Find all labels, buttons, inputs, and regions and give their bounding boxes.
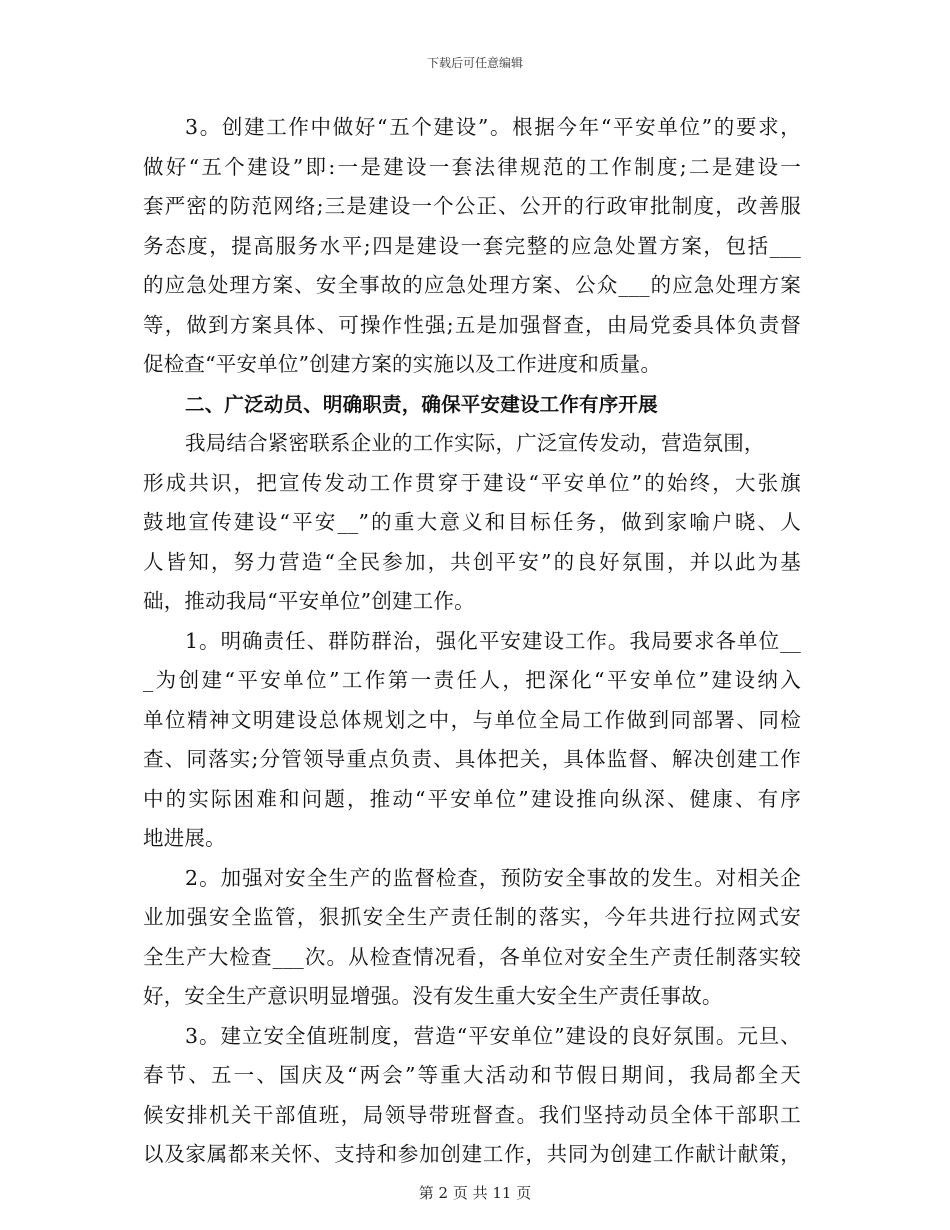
body-text-line: 业加强安全监管，狠抓安全生产责任制的落实，今年共进行拉网式安 [143, 905, 801, 929]
body-text-line: 春节、五一、国庆及“两会”等重大活动和节假日期间，我局都全天 [143, 1063, 801, 1087]
body-text-line: 套严密的防范网络;三是建设一个公正、公开的行政审批制度，改善服 [143, 194, 801, 218]
body-text-line: 中的实际困难和问题，推动“平安单位”建设推向纵深、健康、有序 [143, 786, 801, 811]
body-text-line: 3。创建工作中做好“五个建设”。根据今年“平安单位”的要求， [185, 115, 801, 139]
body-text-line: 全生产大检查___次。从检查情况看，各单位对安全生产责任制落实较 [143, 944, 801, 969]
body-text-line: 的应急处理方案、安全事故的应急处理方案、公众___的应急处理方案 [143, 273, 801, 297]
page-header: 下载后可任意编辑 [426, 56, 523, 70]
body-text-line: 2。加强对安全生产的监督检查，预防安全事故的发生。对相关企 [185, 865, 801, 890]
body-text-line: 鼓地宣传建设“平安__”的重大意义和目标任务，做到家喻户晓、人 [143, 510, 801, 534]
body-text-line: 我局结合紧密联系企业的工作实际，广泛宣传发动，营造氛围， [185, 431, 765, 455]
body-text-line: 形成共识，把宣传发动工作贯穿于建设“平安单位”的始终，大张旗 [143, 470, 801, 495]
body-text-line: 1。明确责任、群防群治，强化平安建设工作。我局要求各单位__ [185, 628, 801, 653]
body-text-line: 好，安全生产意识明显增强。没有发生重大安全生产责任事故。 [143, 984, 723, 1008]
body-text-line: 3。建立安全值班制度，营造“平安单位”建设的良好氛围。元旦、 [185, 1023, 801, 1048]
body-text-line: 单位精神文明建设总体规划之中，与单位全局工作做到同部署、同检 [143, 707, 801, 732]
body-text-line: 候安排机关干部值班，局领导带班督查。我们坚持动员全体干部职工 [143, 1102, 801, 1127]
body-text-line: 等，做到方案具体、可操作性强;五是加强督查，由局党委具体负责督 [143, 312, 801, 337]
body-text-line: 查、同落实;分管领导重点负责、具体把关，具体监督、解决创建工作 [143, 747, 801, 771]
body-text-line: 务态度，提高服务水平;四是建设一套完整的应急处置方案，包括___ [143, 233, 801, 258]
body-text-line: 地进展。 [143, 826, 226, 850]
document-body [143, 108, 801, 1175]
body-text-line: 人皆知，努力营造“全民参加，共创平安”的良好氛围，并以此为基 [143, 549, 801, 574]
page-number-footer: 第 2 页 共 11 页 [418, 1184, 532, 1202]
body-text-line: 以及家属都来关怀、支持和参加创建工作，共同为创建工作献计献策， [143, 1142, 801, 1166]
body-text-line: 做好“五个建设”即:一是建设一套法律规范的工作制度;二是建设一 [143, 154, 801, 179]
body-text-line: 促检查“平安单位”创建方案的实施以及工作进度和质量。 [143, 352, 662, 376]
body-text-line: _为创建“平安单位”工作第一责任人，把深化“平安单位”建设纳入 [143, 668, 801, 692]
section-heading: 二、广泛动员、明确职责，确保平安建设工作有序开展 [185, 392, 658, 416]
body-text-line: 础，推动我局“平安单位”创建工作。 [143, 589, 475, 613]
